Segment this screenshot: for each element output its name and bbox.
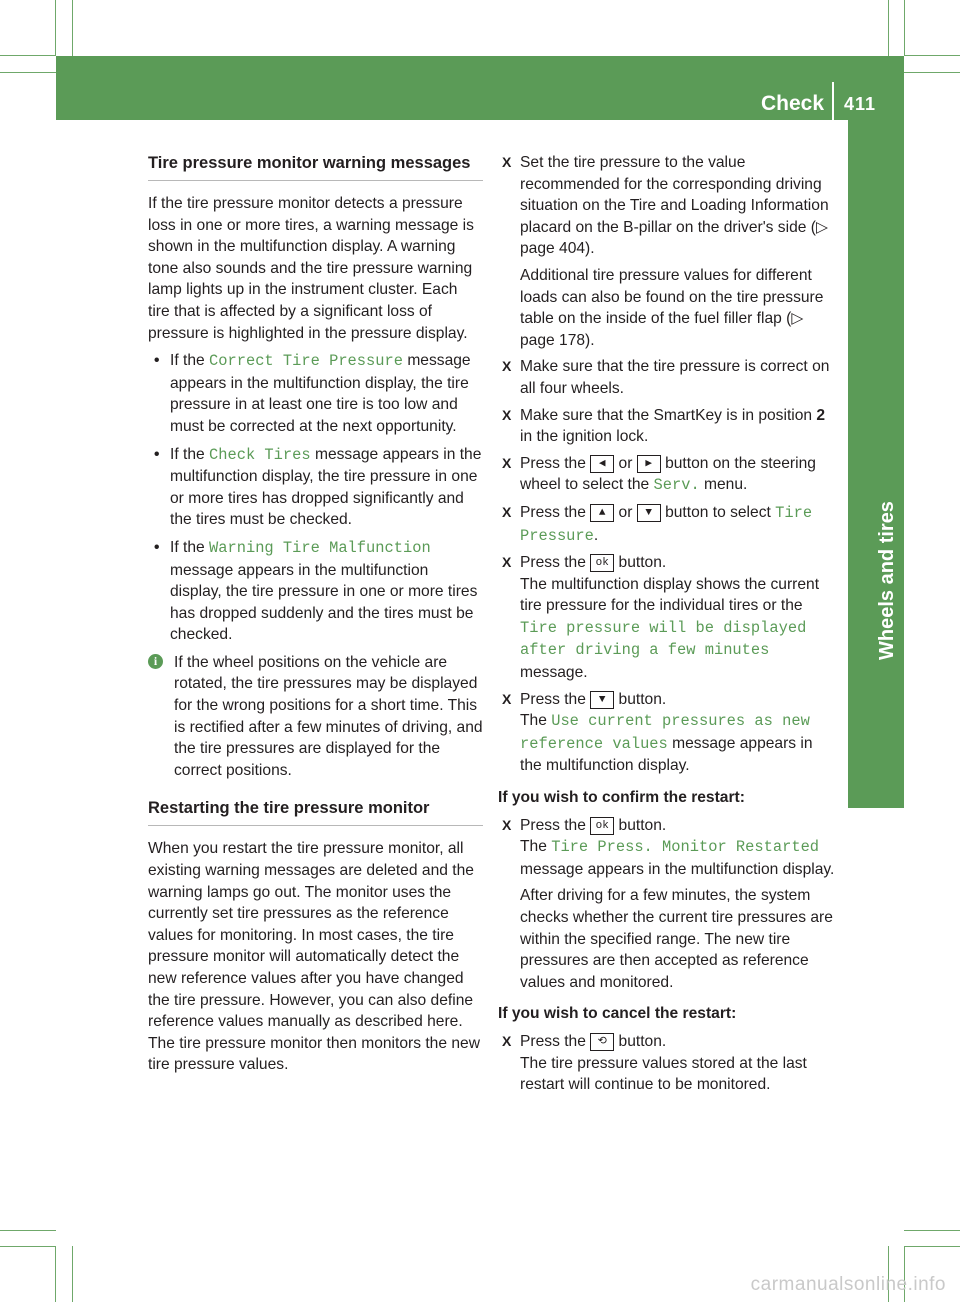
display-message: Warning Tire Malfunction [209, 538, 431, 557]
page-ref-icon: ▷ [815, 218, 828, 236]
sub-heading: If you wish to confirm the restart: [498, 789, 745, 807]
step-icon: X [502, 1032, 512, 1049]
step-note: After driving for a few minutes, the system checks whether the current tire pressures are within the specified range. The new tire pressures are then accepted as reference values and monitored. [520, 887, 833, 991]
display-message: Check Tires [209, 445, 311, 464]
crop-mark [904, 1246, 960, 1247]
sub-heading: If you wish to cancel the restart: [498, 1005, 737, 1023]
list-item: • If the Check Tires message appears in the multifunction display, the tire pressure in one or more tires has dropped significantly and the tires must be checked. [154, 445, 482, 529]
right-button-icon: ▶ [637, 455, 661, 473]
chapter-tab [848, 120, 904, 760]
left-button-icon: ◀ [590, 455, 614, 473]
step: X Press the ⟲ button. The tire pressure values stored at the last restart will continue to be monitored. [502, 1032, 807, 1094]
step-icon: X [502, 406, 512, 423]
crop-mark [0, 55, 56, 56]
step: X Set the tire pressure to the value recommended for the corresponding driving situation on the Tire and Loading Information placard on the B-pillar on the driver's side (▷ page 404). [502, 154, 829, 258]
step-note: Additional tire pressure values for different loads can also be found on the tire pressure table on the inside of the fuel filler flap (▷ page 178). [520, 266, 824, 349]
step-icon: X [502, 454, 512, 471]
right-column [498, 152, 836, 1101]
bullet-icon: • [154, 352, 160, 370]
down-button-icon: ▼ [637, 504, 661, 522]
chapter-tab-label: Wheels and tires [876, 501, 898, 660]
crop-mark [904, 0, 905, 56]
step: X Make sure that the SmartKey is in position 2 in the ignition lock. [502, 406, 826, 446]
step: X Press the ▲ or ▼ button to select Tire Pressure. [502, 503, 813, 545]
crop-mark [904, 55, 960, 56]
display-message: Serv. [653, 476, 700, 495]
page-ref-icon: ▷ [791, 310, 804, 328]
ok-button-icon: ok [590, 817, 614, 835]
display-message: Tire pressure will be displayed after driving a few minutes [520, 618, 807, 660]
crop-mark [904, 1230, 960, 1231]
warning-message-list [148, 350, 483, 646]
step-icon: X [502, 554, 512, 571]
intro-paragraph: If the tire pressure monitor detects a pressure loss in one or more tires, a warning message is shown in the multifunction display. A warning tone also sounds and the tire pressure warning lamp lights up in the instrument cluster. Each tire that is affected by a significant loss of pressure is highlighted in the pressure display. [148, 195, 474, 342]
page-reference[interactable]: page 178). [520, 331, 595, 349]
display-message: Use current pressures as new reference values [520, 712, 810, 753]
info-note: i If the wheel positions on the vehicle are rotated, the tire pressures may be displayed for the wrong positions for a short time. This is rectified after a few minutes of driving, and the tire pressures are displayed for the correct positions. [148, 652, 483, 782]
bullet-icon: • [154, 445, 160, 463]
step: X Make sure that the tire pressure is correct on all four wheels. [502, 358, 830, 397]
display-message: Tire Pressure [520, 503, 813, 545]
crop-mark [904, 72, 960, 73]
info-icon: i [148, 654, 163, 669]
list-item: • If the Warning Tire Malfunction message appears in the multifunction display, the tire pressure in one or more tires has dropped suddenly and the tires must be checked. [154, 538, 478, 644]
display-message: Tire Press. Monitor Restarted [551, 838, 820, 857]
list-item: • If the Correct Tire Pressure message appears in the multifunction display, the tire pressure in at least one tire is too low and must be corrected at the next opportunity. [154, 352, 471, 435]
crop-mark [72, 0, 73, 56]
step-icon: X [502, 816, 512, 833]
ok-button-icon: ok [590, 554, 614, 572]
section-heading: Restarting the tire pressure monitor [148, 797, 483, 826]
page-reference[interactable]: page 404). [520, 240, 595, 258]
page-number: 411 [844, 94, 877, 114]
crop-mark [55, 1246, 56, 1302]
crop-mark [0, 72, 56, 73]
step: X Press the ok button. The multifunction display shows the current tire pressure for the individual tires or the Tire pressure will be displayed after driving a few minutes message. [502, 554, 820, 682]
header-divider [832, 82, 834, 120]
step: X Press the ▼ button. The Use current pressures as new reference values message appears in the multifunction display. [502, 690, 813, 775]
bullet-icon: • [154, 538, 160, 556]
crop-mark [55, 0, 56, 56]
crop-mark [888, 0, 889, 56]
up-button-icon: ▲ [590, 504, 614, 522]
step-icon: X [502, 503, 512, 520]
watermark: carmanualsonline.info [750, 1274, 946, 1295]
section-heading: Tire pressure monitor warning messages [148, 152, 483, 181]
left-column [148, 152, 483, 1082]
step-icon: X [502, 358, 512, 375]
down-button-icon: ▼ [590, 691, 614, 709]
step-icon: X [502, 690, 512, 707]
display-message: Correct Tire Pressure [209, 352, 403, 371]
step-icon: X [502, 154, 512, 170]
crop-mark [0, 1230, 56, 1231]
crop-mark [72, 1246, 73, 1302]
chapter-marker [848, 760, 904, 808]
restart-paragraph: When you restart the tire pressure monitor, all existing warning messages are deleted and the warning lamps go out. The monitor uses the currently set tire pressures as the reference values for monitoring. In most cases, the tire pressure monitor will automatically detect the new reference values after you have changed the tire pressure. However, you can also define reference values manually as described here. The tire pressure monitor then monitors the new tire pressure values. [148, 840, 480, 1074]
step: X Press the ok button. The Tire Press. Monitor Restarted message appears in the multifunction display. [502, 816, 835, 878]
step: X Press the ◀ or ▶ button on the steering wheel to select the Serv. menu. [502, 454, 816, 495]
crop-mark [0, 1246, 56, 1247]
section-title: Check [760, 92, 824, 115]
back-button-icon: ⟲ [590, 1033, 614, 1051]
